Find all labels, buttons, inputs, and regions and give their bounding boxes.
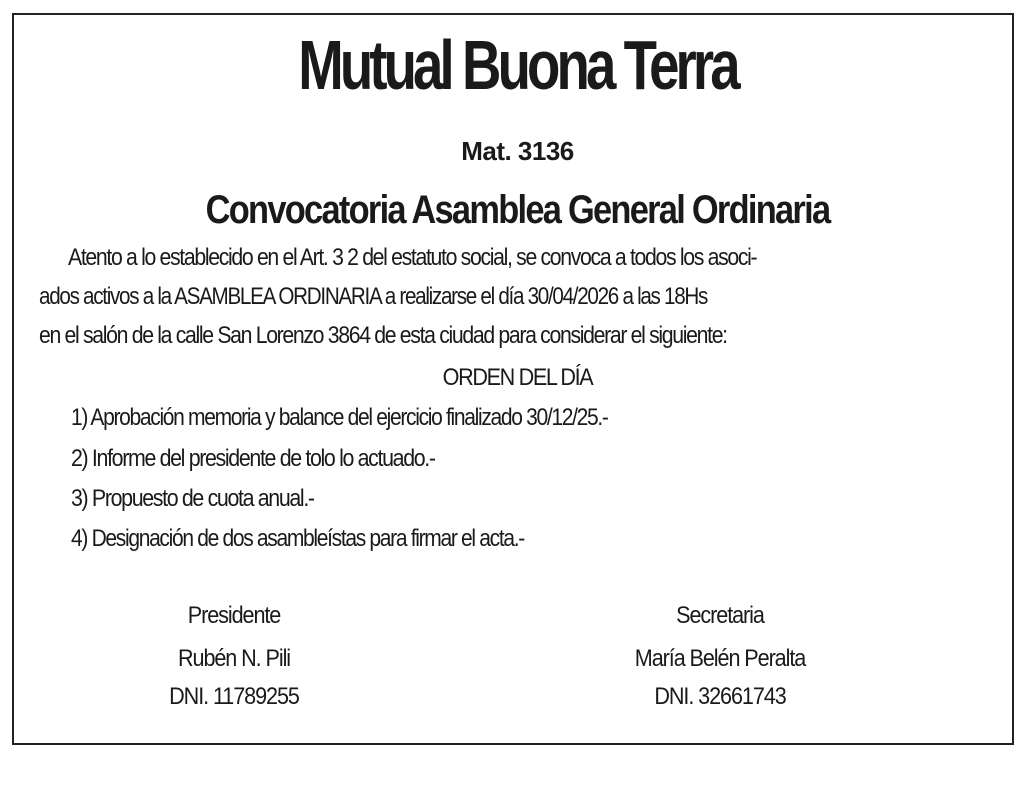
agenda-item-4: 4) Designación de dos asambleístas para firmar el acta.- xyxy=(71,525,524,552)
notice-heading: Convocatoria Asamblea General Ordinaria xyxy=(205,188,830,232)
signatory-id: DNI. 32661743 xyxy=(654,683,786,710)
signatory-role: Presidente xyxy=(187,602,281,629)
signatory-id: DNI. 11789255 xyxy=(169,683,299,710)
agenda-item-2: 2) Informe del presidente de tolo lo actuado.- xyxy=(71,445,435,472)
agenda-title: ORDEN DEL DÍA xyxy=(442,364,593,391)
signatory-name: María Belén Peralta xyxy=(634,645,806,672)
agenda-item-1: 1) Aprobación memoria y balance del ejercicio finalizado 30/12/25.- xyxy=(71,404,608,431)
body-line-3: en el salón de la calle San Lorenzo 3864 de esta ciudad para considerar el siguiente: xyxy=(39,322,727,349)
registration-number: Mat. 3136 xyxy=(461,136,574,166)
agenda-item-3: 3) Propuesto de cuota anual.- xyxy=(71,485,314,512)
body-line-1: Atento a lo establecido en el Art. 3 2 del estatuto social, se convoca a todos los asoci- xyxy=(68,244,757,271)
organization-title: Mutual Buona Terra xyxy=(298,26,737,104)
signatory-name: Rubén N. Pili xyxy=(177,645,291,672)
signatory-role: Secretaria xyxy=(676,602,764,629)
body-line-2: ados activos a la ASAMBLEA ORDINARIA a realizarse el día 30/04/2026 a las 18Hs xyxy=(39,283,708,310)
